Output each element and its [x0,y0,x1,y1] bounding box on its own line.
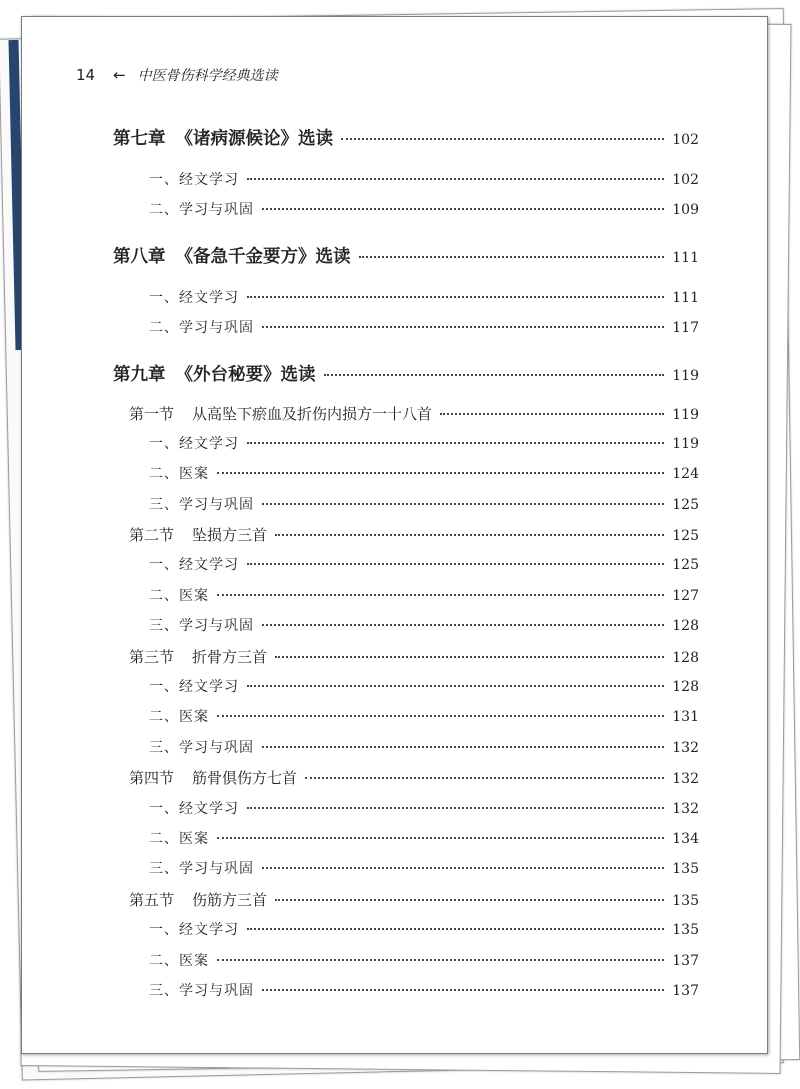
toc-entry[interactable] [113,494,699,514]
dot-leader [359,255,665,258]
toc-chapter[interactable] [113,125,699,150]
entry-title: 一、经文学习 [149,679,239,695]
entry-title: 一、经文学习 [149,436,239,452]
page-ref: 132 [672,801,699,817]
chapter-title: 《备急千金要方》选读 [175,247,351,267]
section-title: 折骨方三首 [192,648,268,666]
entry-title: 二、医案 [149,709,209,725]
back-arrow-icon: ← [113,66,126,84]
toc-section[interactable] [113,889,699,910]
dot-leader [247,927,664,930]
dot-leader [275,898,664,901]
entry-title: 一、经文学习 [149,922,239,938]
page-ref: 111 [672,290,699,306]
dot-leader [275,655,664,658]
entry-title: 二、医案 [149,953,209,969]
section-number: 第五节 [129,891,175,909]
page-ref: 137 [672,953,699,969]
toc-entry[interactable] [113,317,699,337]
page-ref: 117 [672,320,699,336]
entry-title: 二、学习与巩固 [149,320,254,336]
dot-leader [217,836,664,839]
page-ref: 128 [672,650,699,666]
toc-section[interactable] [113,524,699,545]
entry-title: 三、学习与巩固 [149,983,254,999]
dot-leader [262,623,664,626]
toc-chapter[interactable] [113,243,699,268]
toc-entry[interactable] [113,706,699,726]
page-ref: 119 [672,407,699,423]
toc-entry[interactable] [113,737,699,757]
entry-title: 三、学习与巩固 [149,497,254,513]
page-ref: 111 [672,250,699,266]
dot-leader [217,471,664,474]
page-ref: 125 [672,528,699,544]
toc-entry[interactable] [113,615,699,635]
page-ref: 135 [672,861,699,877]
toc-section[interactable] [113,403,699,424]
page-ref: 124 [672,466,699,482]
toc-entry[interactable] [113,287,699,307]
page-ref: 109 [672,202,699,218]
entry-title: 一、经文学习 [149,801,239,817]
section-number: 第一节 [129,405,175,423]
page-ref: 119 [672,368,699,384]
page-ref: 102 [672,172,699,188]
section-number: 第三节 [129,648,175,666]
section-title: 从高坠下瘀血及折伤内损方一十八首 [192,405,433,423]
dot-leader [247,562,664,565]
page-ref: 134 [672,831,699,847]
entry-title: 二、医案 [149,466,209,482]
page-ref: 135 [672,893,699,909]
entry-title: 二、医案 [149,588,209,604]
dot-leader [247,441,664,444]
dot-leader [262,325,664,328]
page-ref: 131 [672,709,699,725]
dot-leader [262,988,664,991]
entry-title: 一、经文学习 [149,557,239,573]
toc-entry[interactable] [113,554,699,574]
dot-leader [262,207,664,210]
dot-leader [217,593,664,596]
page-ref: 128 [672,679,699,695]
page-ref: 135 [672,922,699,938]
dot-leader [217,714,664,717]
toc-entry[interactable] [113,463,699,483]
dot-leader [247,684,664,687]
toc-entry[interactable] [113,676,699,696]
chapter-number: 第九章 [113,365,166,385]
chapter-title: 《外台秘要》选读 [175,365,316,385]
toc-entry[interactable] [113,950,699,970]
chapter-number: 第七章 [113,129,166,149]
page-ref: 128 [672,618,699,634]
entry-title: 三、学习与巩固 [149,618,254,634]
toc-chapter[interactable] [113,361,699,386]
toc-entry[interactable] [113,828,699,848]
chapter-number: 第八章 [113,247,166,267]
section-title: 坠损方三首 [192,526,268,544]
toc-entry[interactable] [113,585,699,605]
running-header [76,65,278,85]
entry-title: 二、学习与巩固 [149,202,254,218]
entry-title: 二、医案 [149,831,209,847]
page-ref: 102 [672,132,699,148]
dot-leader [305,776,664,779]
page-ref: 125 [672,497,699,513]
section-number: 第四节 [129,769,175,787]
dot-leader [247,295,664,298]
toc-entry[interactable] [113,980,699,1000]
toc-entry[interactable] [113,798,699,818]
toc-page [21,16,768,1054]
dot-leader [247,177,664,180]
entry-title: 一、经文学习 [149,290,239,306]
page-ref: 137 [672,983,699,999]
dot-leader [324,373,665,376]
entry-title: 三、学习与巩固 [149,740,254,756]
page-ref: 127 [672,588,699,604]
toc-entry[interactable] [113,199,699,219]
dot-leader [341,137,664,140]
chapter-title: 《诸病源候论》选读 [175,129,333,149]
toc-section[interactable] [113,646,699,667]
dot-leader [217,958,664,961]
dot-leader [262,745,664,748]
toc-section[interactable] [113,767,699,788]
page-number: 14 [76,66,96,84]
toc-entry[interactable] [113,433,699,453]
section-title: 伤筋方三首 [192,891,268,909]
page-ref: 132 [672,740,699,756]
page-ref: 125 [672,557,699,573]
section-title: 筋骨俱伤方七首 [192,769,298,787]
dot-leader [247,806,664,809]
dot-leader [262,502,664,505]
book-title: 中医骨伤科学经典选读 [137,68,278,84]
dot-leader [440,412,664,415]
section-number: 第二节 [129,526,175,544]
toc-entry[interactable] [113,919,699,939]
entry-title: 一、经文学习 [149,172,239,188]
page-ref: 132 [672,771,699,787]
entry-title: 三、学习与巩固 [149,861,254,877]
toc-entry[interactable] [113,169,699,189]
dot-leader [275,533,664,536]
page-ref: 119 [672,436,699,452]
toc-entry[interactable] [113,858,699,878]
dot-leader [262,866,664,869]
